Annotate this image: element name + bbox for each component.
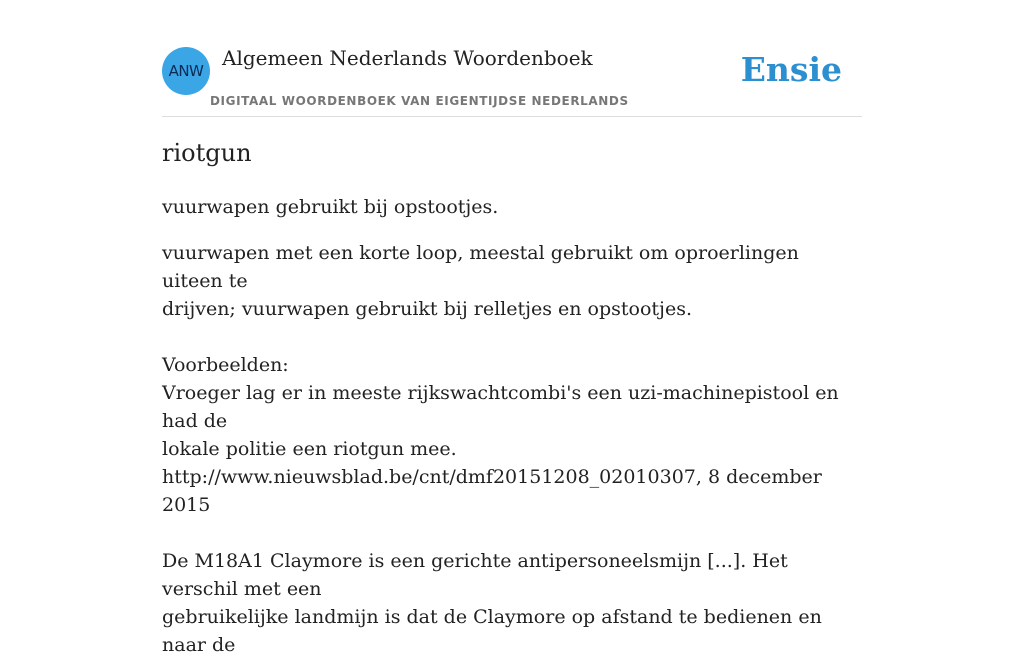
short-definition: vuurwapen gebruikt bij opstootjes. (162, 196, 499, 218)
page (162, 0, 862, 656)
entry-title: riotgun (162, 139, 252, 167)
examples-heading: Voorbeelden: (162, 354, 289, 376)
example-text: Vroeger lag er in meeste rijkswachtcombi's een uzi-machinepistool en had de (162, 382, 839, 432)
example-text: lokale politie een riotgun mee. (162, 438, 457, 460)
anw-logo[interactable] (162, 47, 210, 95)
ensie-brand-logo[interactable]: Ensie (740, 50, 842, 89)
example-source: http://www.nieuwsblad.be/cnt/dmf20151208_02010307, 8 december 2015 (162, 466, 822, 516)
entry-body (162, 239, 862, 659)
example-text: De M18A1 Claymore is een gerichte antipersoneelsmijn [...]. Het verschil met een (162, 550, 788, 600)
definition-line: drijven; vuurwapen gebruikt bij relletjes en opstootjes. (162, 298, 692, 320)
logo-text: ANW (168, 62, 204, 80)
site-title[interactable]: Algemeen Nederlands Woordenboek (222, 46, 593, 70)
definition-line: vuurwapen met een korte loop, meestal gebruikt om oproerlingen uiteen te (162, 242, 799, 292)
site-header (162, 0, 862, 117)
site-subtitle: DIGITAAL WOORDENBOEK VAN EIGENTIJDSE NEDERLANDS (210, 94, 629, 108)
example-text: gebruikelijke landmijn is dat de Claymore op afstand te bedienen en naar de (162, 606, 822, 656)
